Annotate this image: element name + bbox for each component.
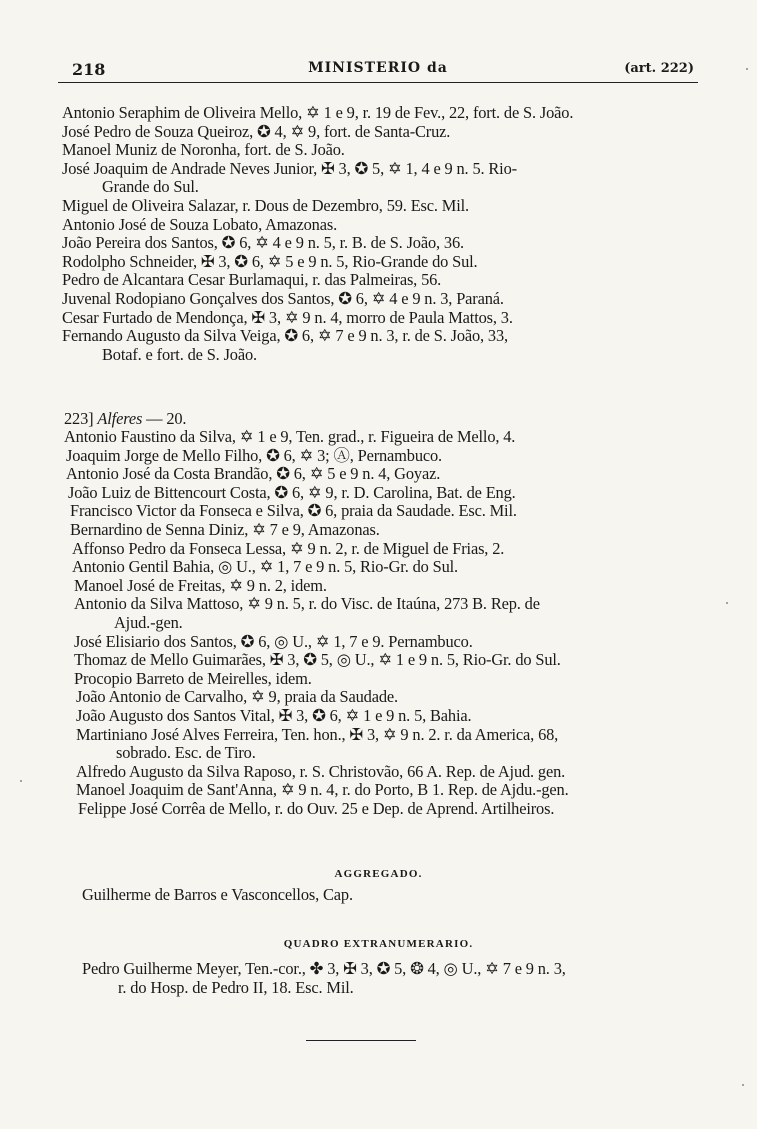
- article-reference: (art. 222): [624, 61, 694, 76]
- quadro-list: [0, 960, 757, 997]
- list-item: Procopio Barreto de Meirelles, idem.: [74, 668, 312, 688]
- list-item: Joaquim Jorge de Mello Filho, ✪ 6, ✡ 3; Ⓐ, Pernambuco.: [66, 445, 442, 465]
- list-item: Manoel Joaquim de Sant'Anna, ✡ 9 n. 4, r. do Porto, B 1. Rep. de Ajdu.-gen.: [76, 780, 569, 800]
- list-item: Cesar Furtado de Mendonça, ✠ 3, ✡ 9 n. 4, morro de Paula Mattos, 3.: [62, 307, 513, 327]
- list-item: Alfredo Augusto da Silva Raposo, r. S. Christovão, 66 A. Rep. de Ajud. gen.: [76, 761, 566, 781]
- page-number: 218: [72, 60, 106, 79]
- list-item-continuation: Grande do Sul.: [102, 177, 199, 197]
- list-item: Martiniano José Alves Ferreira, Ten. hon., ✠ 3, ✡ 9 n. 2. r. da America, 68,: [76, 724, 559, 744]
- list-item: João Luiz de Bittencourt Costa, ✪ 6, ✡ 9, r. D. Carolina, Bat. de Eng.: [68, 482, 516, 502]
- paper-speck: [742, 1084, 744, 1086]
- list-item: João Pereira dos Santos, ✪ 6, ✡ 4 e 9 n. 5, r. B. de S. João, 36.: [62, 233, 464, 253]
- paper-speck: [726, 602, 728, 604]
- entry-list-alferes: [0, 428, 757, 818]
- list-item-continuation: Botaf. e fort. de S. João.: [102, 344, 257, 364]
- list-item-continuation: sobrado. Esc. de Tiro.: [116, 743, 256, 763]
- list-item: José Pedro de Souza Queiroz, ✪ 4, ✡ 9, fort. de Santa-Cruz.: [62, 121, 451, 141]
- list-item: Affonso Pedro da Fonseca Lessa, ✡ 9 n. 2, r. de Miguel de Frias, 2.: [72, 538, 505, 558]
- section-number: 223]: [64, 409, 94, 428]
- list-item: Francisco Victor da Fonseca e Silva, ✪ 6, praia da Saudade. Esc. Mil.: [70, 501, 517, 521]
- list-item: João Augusto dos Santos Vital, ✠ 3, ✪ 6, ✡ 1 e 9 n. 5, Bahia.: [76, 705, 472, 725]
- list-item: Guilherme de Barros e Vasconcellos, Cap.: [82, 885, 353, 904]
- list-item: Manoel José de Freitas, ✡ 9 n. 2, idem.: [74, 575, 327, 595]
- list-item: Antonio Seraphim de Oliveira Mello, ✡ 1 e 9, r. 19 de Fev., 22, fort. de S. João.: [62, 103, 574, 122]
- list-item: Thomaz de Mello Guimarães, ✠ 3, ✪ 5, ◎ U., ✡ 1 e 9 n. 5, Rio-Gr. do Sul.: [74, 650, 561, 670]
- list-item: Pedro de Alcantara Cesar Burlamaqui, r. das Palmeiras, 56.: [62, 270, 442, 290]
- list-item: Fernando Augusto da Silva Veiga, ✪ 6, ✡ 7 e 9 n. 3, r. de S. João, 33,: [62, 326, 508, 346]
- list-item: Felippe José Corrêa de Mello, r. do Ouv. 25 e Dep. de Aprend. Artilheiros.: [78, 798, 555, 818]
- list-item: Miguel de Oliveira Salazar, r. Dous de Dezembro, 59. Esc. Mil.: [62, 195, 469, 215]
- page-header: [58, 58, 698, 83]
- paper-speck: [20, 780, 22, 782]
- list-item: João Antonio de Carvalho, ✡ 9, praia da Saudade.: [76, 687, 398, 707]
- list-item: Antonio José da Costa Brandão, ✪ 6, ✡ 5 e 9 n. 4, Goyaz.: [66, 464, 441, 484]
- paper-speck: [746, 68, 748, 70]
- closing-rule: [306, 1040, 416, 1041]
- list-item: Pedro Guilherme Meyer, Ten.-cor., ✤ 3, ✠ 3, ✪ 5, ❂ 4, ◎ U., ✡ 7 e 9 n. 3,: [82, 959, 566, 978]
- list-item: Antonio Gentil Bahia, ◎ U., ✡ 1, 7 e 9 n. 5, Rio-Gr. do Sul.: [72, 557, 458, 577]
- running-title: MINISTERIO da: [308, 60, 448, 76]
- list-item: Rodolpho Schneider, ✠ 3, ✪ 6, ✡ 5 e 9 n. 5, Rio-Grande do Sul.: [62, 251, 478, 271]
- section-count: — 20.: [146, 409, 187, 428]
- list-item-continuation: Ajud.-gen.: [114, 612, 183, 632]
- list-item: Antonio José de Souza Lobato, Amazonas.: [62, 214, 338, 234]
- list-item: José Joaquim de Andrade Neves Junior, ✠ 3, ✪ 5, ✡ 1, 4 e 9 n. 5. Rio-: [62, 158, 517, 178]
- entry-list-a: [0, 104, 757, 364]
- list-item: Manoel Muniz de Noronha, fort. de S. João.: [62, 140, 345, 160]
- section-title: Alferes: [97, 409, 143, 428]
- section-heading-alferes: [0, 410, 186, 429]
- list-item: Bernardino de Senna Diniz, ✡ 7 e 9, Amazonas.: [70, 519, 380, 539]
- list-item: José Elisiario dos Santos, ✪ 6, ◎ U., ✡ 1, 7 e 9. Pernambuco.: [74, 631, 473, 651]
- list-item-continuation: r. do Hosp. de Pedro II, 18. Esc. Mil.: [118, 977, 354, 997]
- aggregado-list: [0, 886, 757, 905]
- quadro-heading: QUADRO EXTRANUMERARIO.: [283, 938, 474, 950]
- list-item: Antonio da Silva Mattoso, ✡ 9 n. 5, r. do Visc. de Itaúna, 273 B. Rep. de: [74, 594, 540, 614]
- list-item: Juvenal Rodopiano Gonçalves dos Santos, ✪ 6, ✡ 4 e 9 n. 3, Paraná.: [62, 288, 504, 308]
- list-item: Antonio Faustino da Silva, ✡ 1 e 9, Ten. grad., r. Figueira de Mello, 4.: [64, 427, 516, 446]
- aggregado-heading: AGGREGADO.: [334, 868, 423, 880]
